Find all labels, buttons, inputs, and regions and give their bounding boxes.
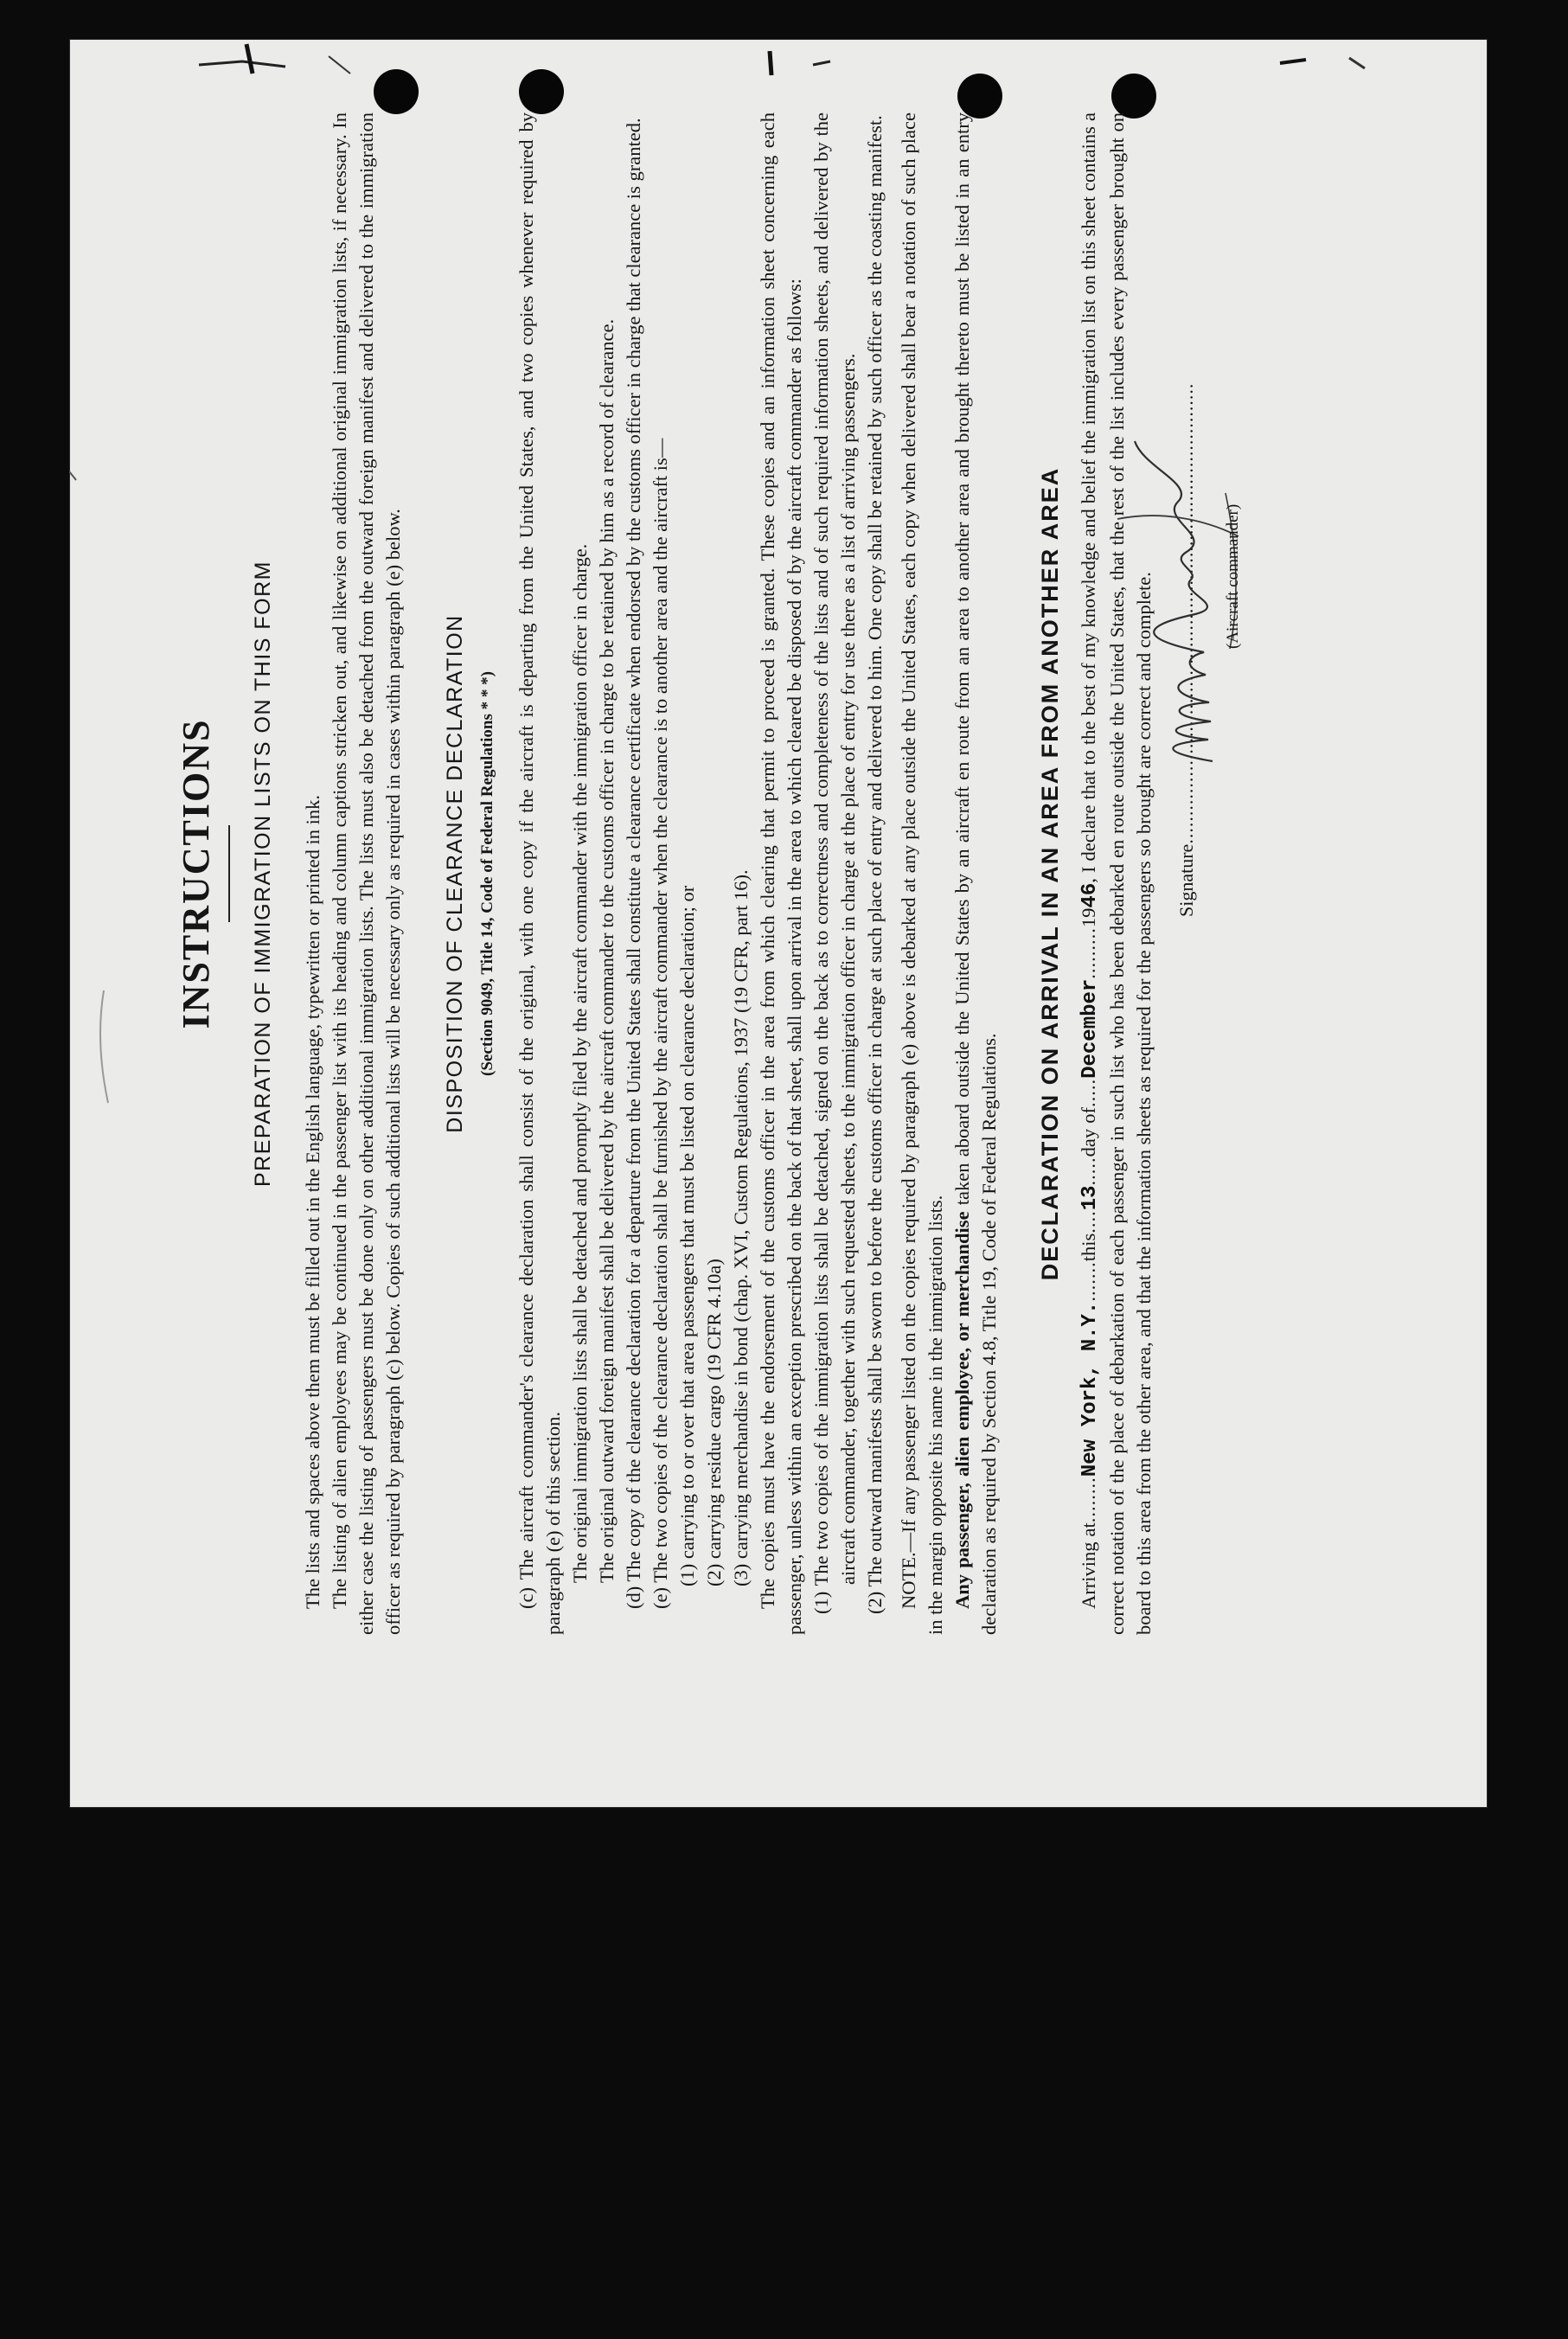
this-label: this — [1078, 1233, 1099, 1262]
clearance-note-2 — [949, 112, 1002, 1635]
preparation-heading: PREPARATION OF IMMIGRATION LISTS ON THIS FORM — [251, 560, 275, 1188]
arrival-day-value: 13 — [1078, 1185, 1102, 1211]
declaration-heading: DECLARATION ON ARRIVAL IN AN AREA FROM ANOTHER AREA — [1037, 466, 1063, 1281]
arrival-place-value: New York, N.Y. — [1078, 1301, 1102, 1477]
clearance-subheading: (Section 9049, Title 14, Code of Federal Regulations * * *) — [478, 671, 496, 1076]
signature-label: Signature — [1175, 843, 1197, 917]
arrival-year-value: 46 — [1078, 882, 1102, 908]
arriving-label: Arriving at — [1078, 1522, 1099, 1609]
punch-hole — [519, 69, 564, 114]
clearance-f-item-2: (2) The outward manifests shall be sworn to before the customs officer in charge at such place of entry and delivered to him. One copy shall be retained by such officer as the coasting manifest. — [864, 115, 886, 1614]
clearance-outward-manifest: The original outward foreign manifest shall be delivered by the aircraft commander to the customs officer in charge to be retained by him as a record of clearance. — [596, 318, 618, 1583]
title-underline — [228, 825, 230, 922]
preparation-paragraph-1: The lists and spaces above them must be filled out in the English language, typewritten or printed in ink. — [302, 794, 323, 1609]
declaration-statement-text: , I declare that to the best of my knowledge and belief the immigration list on this sheet contains a correct notation of the place of debarkation of each passenger in such list who has been debarked en route outside the United States, that the rest of the list includes every passenger brought on board to this area from the other area, and that the information sheets as required for the passengers so brought are correct and complete. — [1078, 112, 1155, 1635]
note-2-text: taken aboard outside the United States by an aircraft en route from an area to another area and brought thereto must be listed in an entry declaration as required by Section 4.8, Title 19, Code of Federal Regulations. — [951, 112, 1000, 1635]
declaration-statement: Arriving at........New York, N.Y........this....13.....day of.....December.........1946, I declare that to the best of my knowledge and belief the immigration list on this sheet contains a correct notation of the place of debarkation of each passenger in such list who has been debarked en route outside the United States, that the rest of the list includes every passenger brought on board to this area from the other area, and that the information sheets as required for the passengers so brought are correct and complete. — [1078, 112, 1155, 1635]
clearance-paragraph-d: (d) The copy of the clearance declaration for a departure from the United States shall constitute a clearance certificate when endorsed by the customs officer in charge that clearance is granted. — [623, 118, 644, 1609]
signature-label-row: Signature.................................................................................. — [1175, 382, 1197, 917]
signature-caption: (Aircraft commander) — [1224, 503, 1242, 649]
clearance-f-item-1: (1) The two copies of the immigration lists shall be detached, signed on the back as to correctness and completeness of the lists and of such required information sheets, and delivered by the aircraft commander, together with such requested sheets, to the immigration officer in charge at the place of entry for use there as a list of arriving passengers. — [810, 112, 859, 1614]
note-2-bold-lead: Any passenger, alien employee, or merchandise — [951, 1211, 973, 1609]
clearance-paragraph-c: (c) The aircraft commander's clearance declaration shall consist of the original, with one copy if the aircraft is departing from the United States, and two copies whenever required by paragraph (e) of this section. — [515, 112, 564, 1635]
clearance-note: NOTE.—If any passenger listed on the copies required by paragraph (e) above is debarked at any place outside the United States, each copy when delivered shall bear a notation of such place in the margin opposite his name in the immigration lists. — [898, 112, 946, 1635]
clearance-copies-paragraph: The copies must have the endorsement of the customs officer in the area from which clearing that permit to proceed is granted. These copies and an information sheet concerning each passenger, unless within an exception prescribed on the back of that sheet, shall upon arrival in the area to which cleared be disposed of by the aircraft commander as follows: — [757, 112, 805, 1635]
rotated-form-text — [173, 112, 1263, 1635]
clearance-e-item-2: (2) carrying residue cargo (19 CFR 4.10a) — [703, 1259, 725, 1586]
punch-hole — [374, 69, 419, 114]
clearance-e-item-3: (3) carrying merchandise in bond (chap. XVI, Custom Regulations, 1937 (19 CFR, part 16). — [730, 869, 752, 1586]
day-of-label: day of — [1078, 1107, 1099, 1157]
preparation-paragraph-2: The listing of alien employees may be continued in the passenger list with its heading and column captions stricken out, and likewise on additional original immigration lists, if necessary. In either case the listing of passengers must be done only on other additional immigration lists. The lists must also be detached from the outward foreign manifest and delivered to the immigration officer as required by paragraph (c) below. Copies of such additional lists will be necessary only as required in cases within paragraph (e) below. — [329, 112, 404, 1635]
signature-block — [1161, 112, 1308, 1635]
clearance-original-lists: The original immigration lists shall be detached and promptly filed by the aircraft commander with the immigration officer in charge. — [569, 543, 591, 1583]
arrival-month-value: December — [1078, 978, 1102, 1079]
year-prefix: 19 — [1078, 907, 1099, 928]
clearance-paragraph-e: (e) The two copies of the clearance declaration shall be furnished by the aircraft commander when the clearance is to another area and the aircraft is— — [650, 438, 671, 1609]
clearance-e-item-1: (1) carrying to or over that area passengers that must be listed on clearance declaration; or — [676, 885, 698, 1586]
instructions-title: INSTRUCTIONS — [175, 718, 217, 1029]
clearance-heading: DISPOSITION OF CLEARANCE DECLARATION — [443, 614, 467, 1133]
